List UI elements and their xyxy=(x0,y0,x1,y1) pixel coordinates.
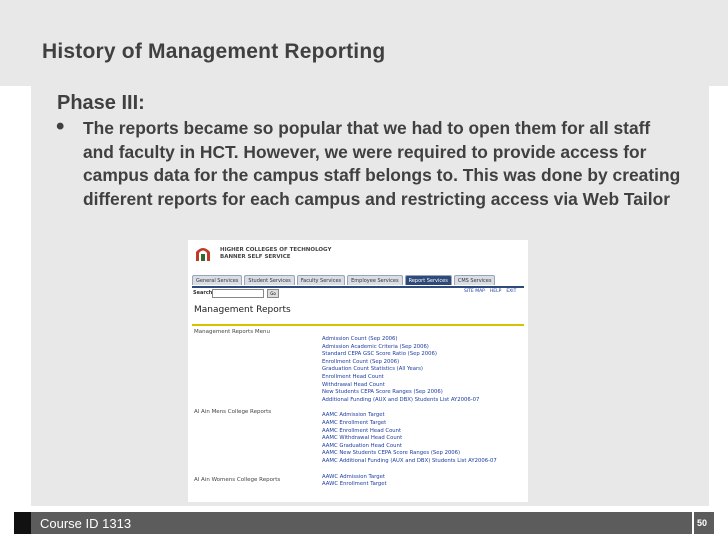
bullet-icon: • xyxy=(56,113,65,140)
report-link[interactable]: AAWC Enrollment Target xyxy=(322,481,387,488)
search-input[interactable] xyxy=(212,289,264,298)
report-link[interactable]: AAMC New Students CEPA Score Ranges (Sep 2006) xyxy=(322,450,461,457)
report-link[interactable]: New Students CEPA Score Ranges (Sep 2006) xyxy=(322,389,443,396)
college-line-1: HIGHER COLLEGES OF TECHNOLOGY xyxy=(220,247,332,253)
report-link[interactable]: Standard CEPA GSC Score Ratio (Sep 2006) xyxy=(322,351,437,358)
report-link[interactable]: AAMC Withdrawal Head Count xyxy=(322,435,403,442)
tab-employee-services[interactable]: Employee Services xyxy=(347,275,402,285)
report-link[interactable]: Additional Funding (AUX and DBX) Students List AY2006-07 xyxy=(322,396,480,403)
tab-student-services[interactable]: Student Services xyxy=(244,275,294,285)
report-link[interactable]: AAMC Graduation Head Count xyxy=(322,442,402,449)
service-tabs xyxy=(192,275,495,285)
report-link[interactable]: Admission Academic Criteria (Sep 2006) xyxy=(322,343,429,350)
report-link[interactable]: AAMC Enrollment Target xyxy=(322,419,387,426)
section-aamc: Al Ain Mens College Reports xyxy=(194,409,272,415)
search-label: Search xyxy=(193,290,213,296)
bullet-text: The reports became so popular that we had to open them for all staff and faculty in HCT. However, we were required to provide access for campus data for the campus staff belongs to. This was done by creating different reports for each campus and restricting access via Web Tailor xyxy=(83,118,681,209)
site-map-link[interactable]: SITE MAP xyxy=(464,289,485,294)
go-button[interactable]: Go xyxy=(267,289,279,298)
report-links xyxy=(322,336,497,489)
exit-link[interactable]: EXIT xyxy=(506,289,517,294)
tab-cms-services[interactable]: CMS Services xyxy=(454,275,496,285)
heading-rule xyxy=(192,324,524,326)
report-link[interactable]: AAMC Enrollment Head Count xyxy=(322,427,402,434)
nav-divider xyxy=(192,286,524,288)
help-link[interactable]: HELP xyxy=(489,289,502,294)
report-link[interactable]: Graduation Count Statistics (All Years) xyxy=(322,366,423,373)
embedded-screenshot xyxy=(188,240,528,502)
report-link[interactable]: Enrollment Head Count xyxy=(322,373,384,380)
college-name xyxy=(220,247,331,261)
tab-report-services[interactable]: Report Services xyxy=(405,275,452,285)
report-link[interactable]: Admission Count (Sep 2006) xyxy=(322,336,398,342)
section-aawc: Al Ain Womens College Reports xyxy=(194,477,281,483)
page-number: 50 xyxy=(697,518,708,528)
report-link[interactable]: AAWC Admission Target xyxy=(322,473,385,480)
section-menu: Management Reports Menu xyxy=(194,329,270,335)
top-links xyxy=(464,289,516,294)
college-line-2: BANNER SELF SERVICE xyxy=(220,254,291,260)
report-link[interactable]: AAMC Admission Target xyxy=(322,412,385,419)
college-logo-icon xyxy=(194,243,212,263)
report-link[interactable]: AAMC Additional Funding (AUX and DBX) Students List AY2006-07 xyxy=(322,457,497,464)
page-heading: Management Reports xyxy=(194,305,291,315)
tab-general-services[interactable]: General Services xyxy=(192,275,242,285)
slide-title: History of Management Reporting xyxy=(42,40,386,63)
report-link[interactable]: Withdrawal Head Count xyxy=(322,381,385,388)
report-link[interactable]: Enrollment Count (Sep 2006) xyxy=(322,358,400,365)
phase-heading: Phase III: xyxy=(57,92,145,114)
course-id: Course ID 1313 xyxy=(40,516,132,531)
tab-faculty-services[interactable]: Faculty Services xyxy=(297,275,345,285)
